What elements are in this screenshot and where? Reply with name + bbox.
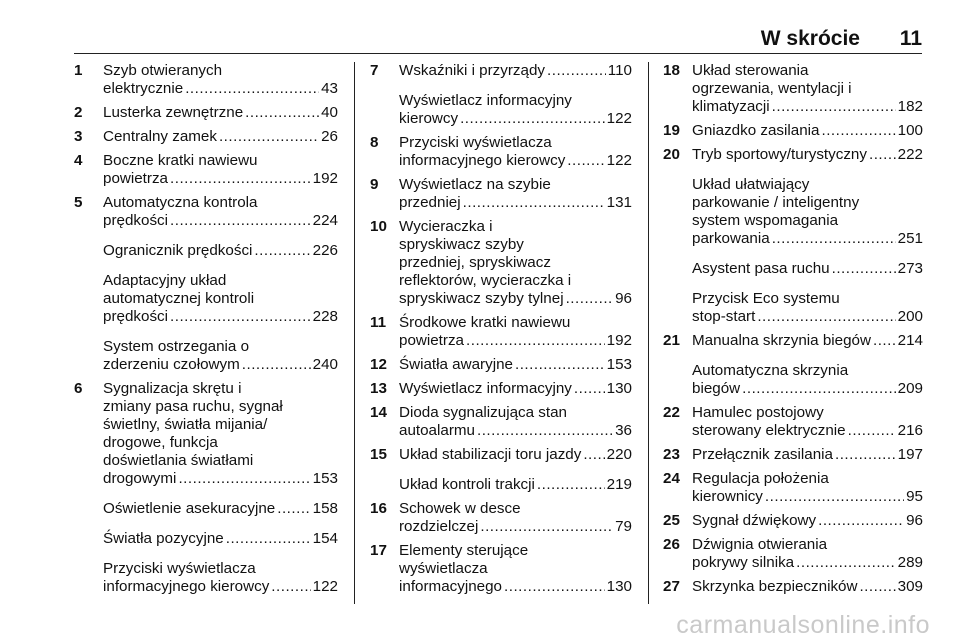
entry-leader-line — [692, 512, 923, 530]
dot-leader — [463, 194, 605, 212]
watermark: carmanualsonline.info — [676, 611, 930, 639]
dot-leader — [832, 260, 896, 278]
dot-leader — [859, 578, 895, 596]
entry-page-number: 96 — [615, 290, 632, 307]
index-entry — [663, 404, 923, 440]
entry-number: 16 — [370, 500, 387, 517]
index-entry — [74, 194, 338, 230]
entry-leader-line — [692, 146, 923, 164]
entry-text: Przycisk Eco systemu — [692, 290, 840, 307]
entry-page-number: 36 — [615, 422, 632, 439]
dot-leader — [765, 488, 904, 506]
entry-leader-line — [103, 104, 338, 122]
dot-leader — [772, 98, 896, 116]
entry-page-number: 131 — [606, 194, 632, 211]
index-entry — [370, 62, 632, 80]
entry-leader-line — [103, 80, 338, 98]
dot-leader — [504, 578, 605, 596]
index-entry — [663, 536, 923, 572]
entry-leader-line — [399, 446, 632, 464]
index-entry — [74, 104, 338, 122]
entry-text: Boczne kratki nawiewu — [103, 152, 258, 169]
index-entry — [74, 560, 338, 596]
index-entry — [663, 512, 923, 530]
index-entry — [74, 152, 338, 188]
entry-leader-line — [399, 152, 632, 170]
entry-page-number: 96 — [906, 512, 923, 529]
entry-label: Światła awaryjne — [399, 356, 513, 373]
entry-text: Hamulec postojowy — [692, 404, 824, 421]
dot-leader — [574, 380, 605, 398]
dot-leader — [185, 80, 319, 98]
entry-number: 12 — [370, 356, 387, 373]
dot-leader — [480, 518, 613, 536]
dot-leader — [537, 476, 605, 494]
entry-number: 24 — [663, 470, 680, 487]
index-entry — [370, 92, 632, 128]
entry-leader-line — [692, 422, 923, 440]
dot-leader — [869, 146, 896, 164]
entry-page-number: 122 — [312, 578, 338, 595]
entry-number: 4 — [74, 152, 83, 169]
entry-leader-line — [692, 98, 923, 116]
index-entry — [663, 122, 923, 140]
index-entry — [663, 332, 923, 350]
entry-leader-line — [399, 356, 632, 374]
entry-page-number: 182 — [897, 98, 923, 115]
index-entry — [370, 446, 632, 464]
entry-leader-line — [692, 554, 923, 572]
entry-label: Manualna skrzynia biegów — [692, 332, 871, 349]
entry-text: Przyciski wyświetlacza — [399, 134, 552, 151]
entry-leader-line — [103, 212, 338, 230]
entry-label: Układ kontroli trakcji — [399, 476, 535, 493]
entry-page-number: 95 — [906, 488, 923, 505]
section-title: W skrócie — [760, 27, 860, 50]
index-entry — [370, 314, 632, 350]
entry-label: sterowany elektrycznie — [692, 422, 846, 439]
dot-leader — [178, 470, 310, 488]
entry-page-number: 216 — [897, 422, 923, 439]
index-entry — [370, 476, 632, 494]
dot-leader — [821, 122, 895, 140]
entry-label: informacyjnego kierowcy — [103, 578, 270, 595]
entry-label: informacyjnego kierowcy — [399, 152, 566, 169]
index-entry — [74, 338, 338, 374]
index-entry — [663, 62, 923, 116]
entry-text: Elementy sterujące wyświetlacza — [399, 542, 529, 577]
entry-label: Układ stabilizacji toru jazdy — [399, 446, 582, 463]
dot-leader — [818, 512, 904, 530]
entry-label: Ogranicznik prędkości — [103, 242, 253, 259]
entry-page-number: 79 — [615, 518, 632, 535]
entry-page-number: 122 — [606, 110, 632, 127]
entry-leader-line — [103, 308, 338, 326]
index-entry — [663, 362, 923, 398]
index-entry — [370, 380, 632, 398]
index-entry — [370, 500, 632, 536]
entry-page-number: 220 — [606, 446, 632, 463]
entry-number: 1 — [74, 62, 83, 79]
entry-label: Światła pozycyjne — [103, 530, 224, 547]
page-number: 11 — [899, 27, 922, 50]
entry-label: biegów — [692, 380, 741, 397]
entry-number: 20 — [663, 146, 680, 163]
entry-page-number: 153 — [312, 470, 338, 487]
index-entry — [663, 176, 923, 248]
entry-leader-line — [399, 380, 632, 398]
index-entry — [663, 146, 923, 164]
entry-page-number: 122 — [606, 152, 632, 169]
entry-page-number: 251 — [897, 230, 923, 247]
entry-text: Regulacja położenia — [692, 470, 829, 487]
entry-label: powietrza — [103, 170, 168, 187]
entry-page-number: 26 — [321, 128, 338, 145]
entry-number: 15 — [370, 446, 387, 463]
index-column-1 — [74, 62, 338, 604]
entry-leader-line — [103, 578, 338, 596]
entry-leader-line — [399, 476, 632, 494]
entry-leader-line — [692, 260, 923, 278]
entry-page-number: 200 — [897, 308, 923, 325]
dot-leader — [742, 380, 896, 398]
index-entry — [663, 446, 923, 464]
index-entry — [663, 290, 923, 326]
index-entry — [663, 470, 923, 506]
index-entry — [74, 380, 338, 488]
entry-number: 21 — [663, 332, 680, 349]
entry-number: 7 — [370, 62, 379, 79]
entry-number: 5 — [74, 194, 83, 211]
index-entry — [370, 404, 632, 440]
dot-leader — [848, 422, 896, 440]
entry-page-number: 214 — [897, 332, 923, 349]
dot-leader — [170, 212, 311, 230]
entry-leader-line — [399, 422, 632, 440]
entry-number: 19 — [663, 122, 680, 139]
index-column-3 — [663, 62, 923, 604]
entry-label: powietrza — [399, 332, 464, 349]
entry-page-number: 100 — [897, 122, 923, 139]
index-entry — [74, 62, 338, 98]
column-divider — [354, 62, 355, 604]
entry-number: 22 — [663, 404, 680, 421]
dot-leader — [245, 104, 319, 122]
entry-text: System ostrzegania o — [103, 338, 250, 355]
dot-leader — [242, 356, 311, 374]
entry-page-number: 154 — [312, 530, 338, 547]
index-column-2 — [370, 62, 632, 604]
dot-leader — [757, 308, 895, 326]
index-entry — [370, 356, 632, 374]
entry-label: klimatyzacji — [692, 98, 770, 115]
entry-page-number: 192 — [606, 332, 632, 349]
entry-label: prędkości — [103, 212, 168, 229]
entry-leader-line — [692, 578, 923, 596]
entry-leader-line — [399, 110, 632, 128]
entry-number: 18 — [663, 62, 680, 79]
entry-number: 2 — [74, 104, 83, 121]
dot-leader — [477, 422, 613, 440]
entry-label: rozdzielczej — [399, 518, 479, 535]
dot-leader — [873, 332, 896, 350]
dot-leader — [277, 500, 310, 518]
dot-leader — [466, 332, 605, 350]
entry-label: Gniazdko zasilania — [692, 122, 820, 139]
entry-page-number: 219 — [606, 476, 632, 493]
entry-page-number: 110 — [607, 62, 632, 79]
dot-leader — [170, 170, 311, 188]
entry-page-number: 224 — [312, 212, 338, 229]
entry-leader-line — [399, 62, 632, 80]
entry-page-number: 130 — [606, 578, 632, 595]
entry-text: Automatyczna skrzynia — [692, 362, 849, 379]
entry-page-number: 197 — [897, 446, 923, 463]
entry-label: Skrzynka bezpieczników — [692, 578, 858, 595]
entry-text: Dźwignia otwierania — [692, 536, 828, 553]
index-entry — [370, 176, 632, 212]
entry-number: 23 — [663, 446, 680, 463]
index-entry — [370, 542, 632, 596]
dot-leader — [835, 446, 896, 464]
entry-leader-line — [103, 530, 338, 548]
page-header — [74, 27, 922, 54]
entry-number: 9 — [370, 176, 379, 193]
entry-text: Środkowe kratki nawiewu — [399, 314, 571, 331]
entry-leader-line — [399, 194, 632, 212]
entry-text: Schowek w desce — [399, 500, 521, 517]
entry-page-number: 228 — [312, 308, 338, 325]
entry-number: 13 — [370, 380, 387, 397]
entry-leader-line — [103, 500, 338, 518]
entry-label: drogowymi — [103, 470, 177, 487]
entry-leader-line — [103, 128, 338, 146]
entry-leader-line — [103, 470, 338, 488]
column-divider — [648, 62, 649, 604]
entry-text: Szyb otwieranych — [103, 62, 223, 79]
index-entry — [370, 218, 632, 308]
entry-leader-line — [103, 356, 338, 374]
dot-leader — [547, 62, 606, 80]
entry-number: 25 — [663, 512, 680, 529]
index-entry — [74, 530, 338, 548]
entry-number: 11 — [370, 314, 387, 331]
entry-page-number: 43 — [321, 80, 338, 97]
entry-leader-line — [399, 518, 632, 536]
entry-label: kierowcy — [399, 110, 459, 127]
entry-label: Wskaźniki i przyrządy — [399, 62, 545, 79]
entry-leader-line — [692, 332, 923, 350]
entry-page-number: 273 — [897, 260, 923, 277]
entry-leader-line — [692, 308, 923, 326]
entry-page-number: 158 — [312, 500, 338, 517]
entry-page-number: 40 — [321, 104, 338, 121]
entry-page-number: 222 — [897, 146, 923, 163]
entry-number: 27 — [663, 578, 680, 595]
entry-page-number: 289 — [897, 554, 923, 571]
entry-text: Adaptacyjny układ automatycznej kontroli — [103, 272, 255, 307]
entry-text: Wyświetlacz na szybie — [399, 176, 551, 193]
entry-label: Wyświetlacz informacyjny — [399, 380, 572, 397]
entry-number: 10 — [370, 218, 387, 235]
entry-page-number: 192 — [312, 170, 338, 187]
index-entry — [74, 128, 338, 146]
entry-label: Centralny zamek — [103, 128, 217, 145]
entry-label: Asystent pasa ruchu — [692, 260, 830, 277]
dot-leader — [219, 128, 319, 146]
dot-leader — [567, 152, 604, 170]
entry-page-number: 209 — [897, 380, 923, 397]
index-entry — [663, 578, 923, 596]
entry-label: prędkości — [103, 308, 168, 325]
entry-label: stop-start — [692, 308, 756, 325]
dot-leader — [226, 530, 311, 548]
entry-text: Wyświetlacz informacyjny — [399, 92, 572, 109]
entry-label: Tryb sportowy/turystyczny — [692, 146, 867, 163]
index-entry — [370, 134, 632, 170]
entry-number: 26 — [663, 536, 680, 553]
dot-leader — [772, 230, 896, 248]
entry-text: Automatyczna kontrola — [103, 194, 258, 211]
entry-number: 17 — [370, 542, 387, 559]
entry-label: kierownicy — [692, 488, 763, 505]
entry-leader-line — [692, 122, 923, 140]
entry-label: Sygnał dźwiękowy — [692, 512, 817, 529]
entry-label: spryskiwacz szyby tylnej — [399, 290, 564, 307]
entry-page-number: 226 — [312, 242, 338, 259]
entry-page-number: 130 — [606, 380, 632, 397]
entry-text: Dioda sygnalizująca stan — [399, 404, 568, 421]
dot-leader — [460, 110, 605, 128]
entry-leader-line — [692, 446, 923, 464]
entry-leader-line — [692, 380, 923, 398]
entry-text: Wycieraczka i spryskiwacz szyby przedniej, spryskiwacz reflektorów, wycieraczka i — [399, 218, 572, 289]
dot-leader — [271, 578, 310, 596]
index-entry — [74, 242, 338, 260]
entry-leader-line — [399, 290, 632, 308]
entry-page-number: 309 — [897, 578, 923, 595]
entry-text: Układ sterowania ogrzewania, wentylacji i — [692, 62, 852, 97]
entry-number: 14 — [370, 404, 387, 421]
entry-leader-line — [399, 332, 632, 350]
entry-leader-line — [399, 578, 632, 596]
entry-label: parkowania — [692, 230, 770, 247]
entry-text: Sygnalizacja skrętu i zmiany pasa ruchu, sygnał świetlny, światła mijania/ drogowe, funkcja doświetlania światłami — [103, 380, 283, 469]
dot-leader — [566, 290, 614, 308]
dot-leader — [583, 446, 604, 464]
entry-label: Oświetlenie asekuracyjne — [103, 500, 276, 517]
index-entry — [663, 260, 923, 278]
entry-leader-line — [103, 170, 338, 188]
entry-label: pokrywy silnika — [692, 554, 795, 571]
entry-leader-line — [692, 230, 923, 248]
entry-label: Lusterka zewnętrzne — [103, 104, 244, 121]
entry-number: 3 — [74, 128, 83, 145]
entry-label: autoalarmu — [399, 422, 475, 439]
index-entry — [74, 500, 338, 518]
entry-label: informacyjnego — [399, 578, 502, 595]
entry-page-number: 240 — [312, 356, 338, 373]
entry-text: Układ ułatwiający parkowanie / inteligentny system wspomagania — [692, 176, 860, 229]
dot-leader — [796, 554, 896, 572]
dot-leader — [515, 356, 605, 374]
entry-page-number: 153 — [606, 356, 632, 373]
dot-leader — [254, 242, 310, 260]
entry-number: 8 — [370, 134, 379, 151]
entry-text: Przyciski wyświetlacza — [103, 560, 256, 577]
entry-label: Przełącznik zasilania — [692, 446, 833, 463]
index-entry — [74, 272, 338, 326]
entry-label: elektrycznie — [103, 80, 184, 97]
dot-leader — [170, 308, 311, 326]
entry-leader-line — [103, 242, 338, 260]
entry-label: przedniej — [399, 194, 461, 211]
entry-label: zderzeniu czołowym — [103, 356, 240, 373]
entry-leader-line — [692, 488, 923, 506]
entry-number: 6 — [74, 380, 83, 397]
